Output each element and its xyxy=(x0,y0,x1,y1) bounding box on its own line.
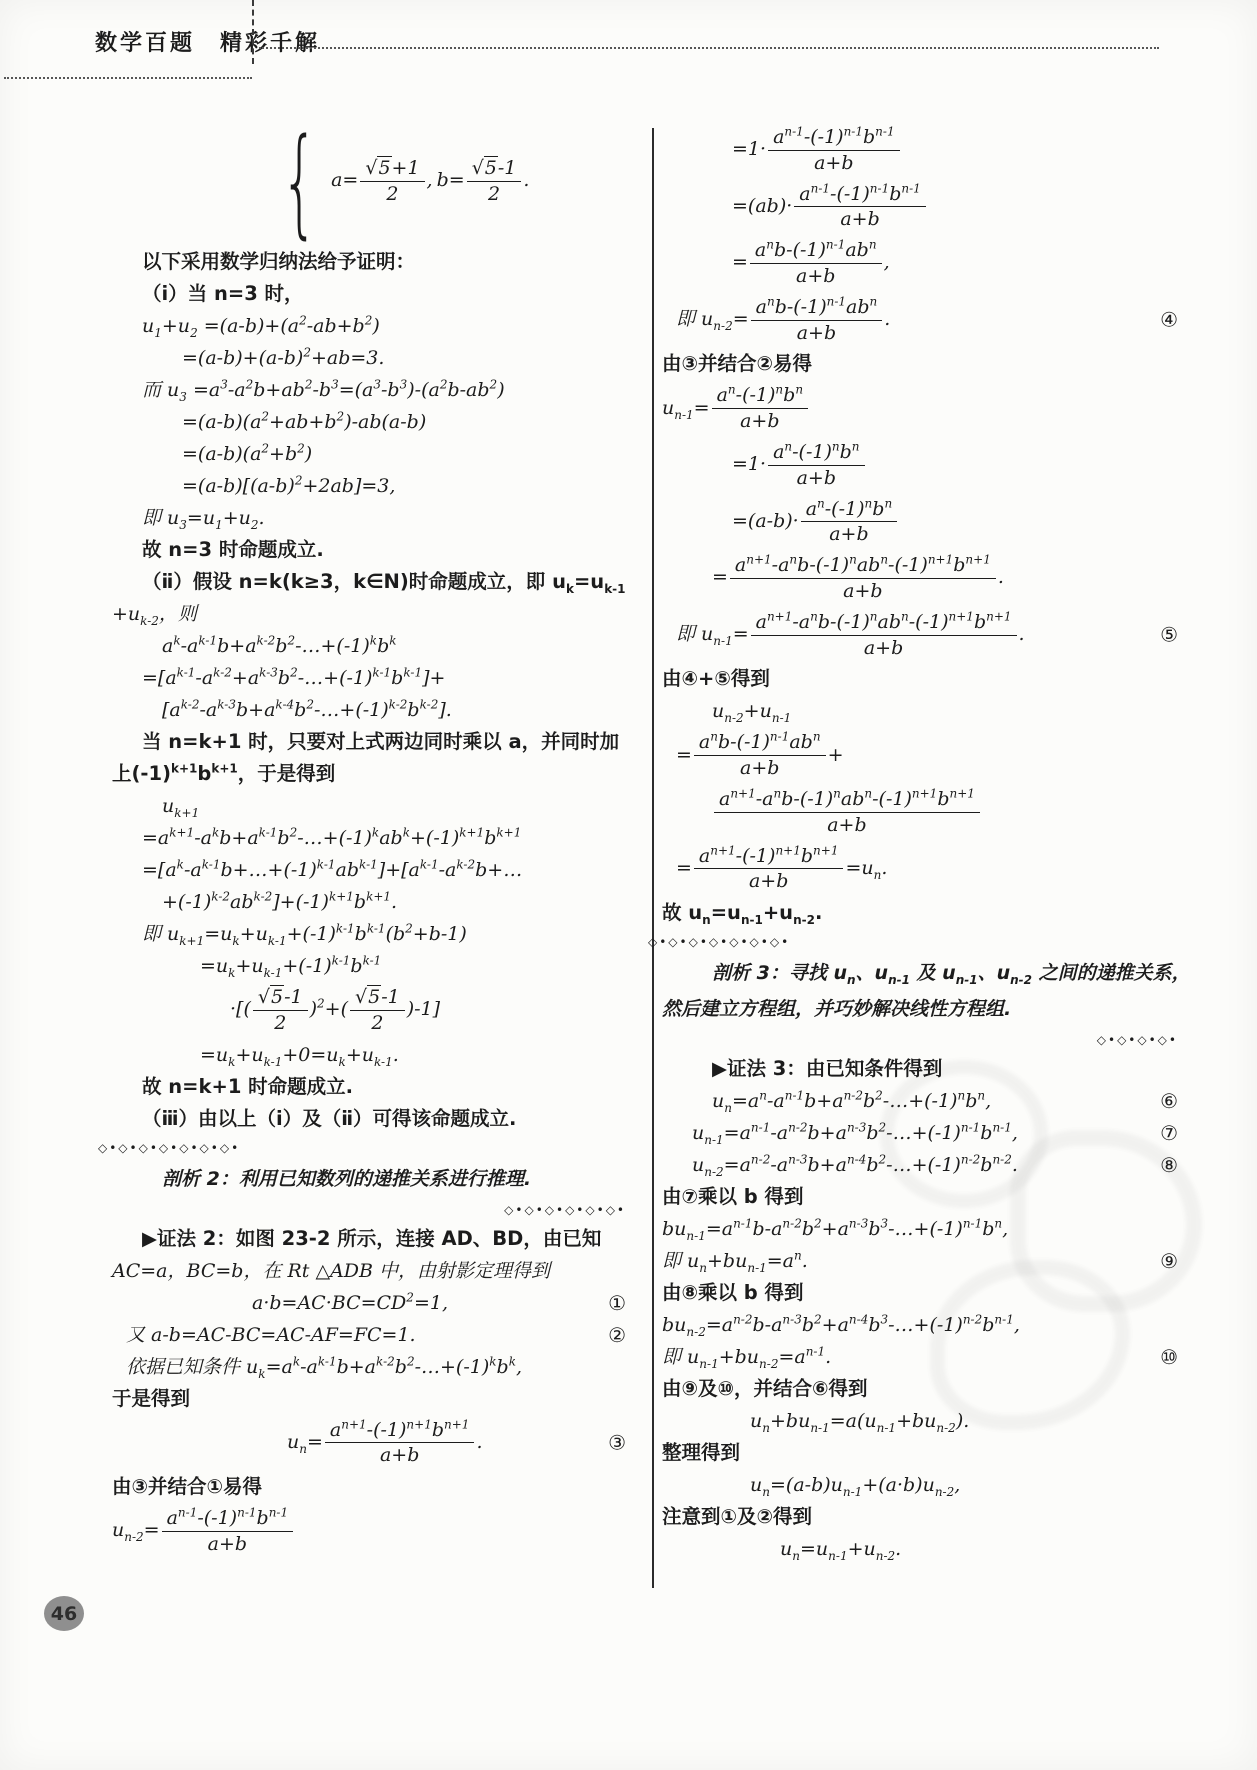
text-line xyxy=(662,897,1178,929)
line-content: 于是得到 xyxy=(112,1386,191,1410)
line-content: 由③并结合①易得 xyxy=(112,1475,263,1499)
line-content: （ⅱ）假设 n=k(k≥3，k∈N)时命题成立，即 $u_k=u_{k-1}$ xyxy=(142,570,626,596)
line-content: ·[( $\frac{√5-1}{2}$ )$^2$+( $\frac{√5-1}{2}$ )-1] xyxy=(230,986,441,1034)
analysis-line xyxy=(662,991,1178,1027)
line-content: =(a-b)· $a^n-(-1)^nb^n$ a+b xyxy=(732,510,899,532)
line-content: 即 $u_{n-1}+bu_{n-2}=a^{n-1}$. xyxy=(662,1344,832,1371)
math-line xyxy=(112,470,626,502)
line-content: $u_n=a^n-a^{n-1}b+a^{n-2}b^2-\dots+(-1)^nb^n$, xyxy=(712,1088,992,1115)
text-line xyxy=(112,758,626,790)
math-line: a= $\frac{√5+1}{2}$ , xyxy=(331,156,433,205)
line-content: 故 $u_n=u_{n-1}+u_{n-2}$. xyxy=(662,901,823,928)
header-vertical-dashed-rule xyxy=(252,0,254,64)
line-content: ◇•◇•◇•◇•◇•◇•◇• xyxy=(648,935,791,950)
line-content: ◇•◇•◇•◇• xyxy=(1096,1033,1178,1048)
line-content: $u_n+bu_{n-1}=a(u_{n-1}+bu_{n-2})$. xyxy=(750,1410,970,1435)
math-line xyxy=(112,886,626,918)
line-content: ▶证法 3：由已知条件得到 xyxy=(712,1057,943,1081)
line-content: 剖析 2：利用已知数列的递推关系进行推理. xyxy=(162,1167,532,1190)
math-line xyxy=(662,437,1178,494)
equation-number: ⑩ xyxy=(1160,1345,1178,1370)
math-line xyxy=(662,1405,1178,1437)
text-line xyxy=(112,534,626,566)
math-line xyxy=(662,494,1178,551)
line-content: $[a^{k-2}-a^{k-3}b+a^{k-4}b^2-\dots+(-1)^{k-2}b^{k-2}]$. xyxy=(162,697,452,721)
math-line xyxy=(112,694,626,726)
text-line xyxy=(112,1471,626,1503)
line-content: $=(a-b)[(a-b)^2+2ab]=3$, xyxy=(182,473,396,497)
math-line xyxy=(112,310,626,342)
line-content: 由⑨及⑩，并结合⑥得到 xyxy=(662,1377,868,1401)
analysis-line xyxy=(112,1161,626,1197)
line-content: 由④+⑤得到 xyxy=(662,667,770,691)
column-divider-rule xyxy=(652,128,654,1588)
math-line xyxy=(112,598,626,630)
math-line xyxy=(112,1287,626,1319)
math-line: b= $\frac{√5-1}{2}$ . xyxy=(436,156,530,205)
math-line xyxy=(112,1351,626,1383)
text-line xyxy=(662,1437,1178,1469)
line-content: $u_n=(a-b)u_{n-1}+(a\cdot b)u_{n-2}$, xyxy=(750,1474,961,1499)
text-line xyxy=(112,1383,626,1415)
equation-number: ⑦ xyxy=(1160,1121,1178,1146)
text-line xyxy=(662,348,1178,380)
line-content: $=[a^{k-1}-a^{k-2}+a^{k-3}b^2-\dots+(-1)^{k-1}b^{k-1}]+$ xyxy=(142,665,446,689)
line-content: ▶证法 2：如图 23-2 所示，连接 AD、BD，由已知 xyxy=(142,1226,602,1250)
line-content: 故 n=k+1 时命题成立. xyxy=(142,1074,354,1098)
page-header-title: 数学百题 精彩千解 xyxy=(95,31,321,56)
line-content: = $a^{n+1}-a^nb-(-1)^nab^n-(-1)^{n+1}b^{n+1}$ a+b . xyxy=(712,552,1004,602)
line-content: 而 $u_3 =a^3-a^2b+ab^2-b^3=(a^3-b^3)-(a^2b-ab^2)$ xyxy=(142,377,505,404)
line-content: =(ab)· $\frac{a^{n-1}-(-1)^{n-1}b^{n-1}}{a+b}$ xyxy=(732,195,928,217)
line-content: 剖析 3：寻找 $u_n$、$u_{n-1}$ 及 $u_{n-1}$、$u_{n-2}$ 之间的递推关系， xyxy=(712,962,1191,987)
line-content: （ⅰ）当 n=3 时， xyxy=(142,282,304,305)
line-content: $bu_{n-1}=a^{n-1}b-a^{n-2}b^2+a^{n-3}b^3-\dots+(-1)^{n-1}b^n$, xyxy=(662,1216,1009,1243)
line-content: AC=a，BC=b，在 Rt △ADB 中，由射影定理得到 xyxy=(112,1259,551,1282)
math-line xyxy=(662,841,1178,898)
math-line xyxy=(112,374,626,406)
math-line xyxy=(112,982,626,1039)
math-line xyxy=(662,727,1178,784)
line-content: = $\frac{a^{n+1}-(-1)^{n+1}b^{n+1}}{a+b}$ $=u_n$. xyxy=(676,843,888,893)
line-content: $u_1+u_2 =(a-b)+(a^2-ab+b^2)$ xyxy=(142,313,380,340)
line-content: $=(a-b)+(a-b)^2+ab=3$. xyxy=(182,345,385,369)
line-content: 由③并结合②易得 xyxy=(662,352,813,376)
analysis-line xyxy=(662,955,1191,991)
line-content: 即 $u_{n-1}=$ $a^{n+1}-a^nb-(-1)^nab^n-(-1)^{n+1}b^{n+1}$ a+b . xyxy=(676,609,1025,659)
line-content: $bu_{n-2}=a^{n-2}b-a^{n-3}b^2+a^{n-4}b^3-\dots+(-1)^{n-2}b^{n-1}$, xyxy=(662,1312,1020,1339)
math-line xyxy=(112,918,626,950)
line-content: $u_{k+1}$ xyxy=(162,795,200,820)
math-line xyxy=(662,292,1178,349)
math-line xyxy=(662,550,1178,607)
header-dotted-rule-left xyxy=(4,77,252,79)
math-line xyxy=(112,1319,626,1351)
line-content: $=[a^k-a^{k-1}b+\dots+(-1)^{k-1}ab^{k-1}]+[a^{k-1}-a^{k-2}b+\dots$ xyxy=(142,857,523,881)
line-content: $a^{n+1}-a^nb-(-1)^nab^n-(-1)^{n+1}b^{n+1}$ a+b xyxy=(712,800,982,822)
equation-number: ③ xyxy=(608,1430,626,1455)
line-content: 即 $u_n+bu_{n-1}=a^n$. xyxy=(662,1248,808,1275)
line-content: $a\cdot b=AC\cdot BC=CD^2=1$, xyxy=(252,1290,448,1314)
line-content: 即 $u_{k+1}=u_k+u_{k-1}+(-1)^{k-1}b^{k-1}(b^2+b-1)$ xyxy=(142,921,467,948)
line-content: $u_{n-2}=a^{n-2}-a^{n-3}b+a^{n-4}b^2-\dots+(-1)^{n-2}b^{n-2}$. xyxy=(692,1152,1018,1179)
text-line xyxy=(112,1103,626,1135)
left-column xyxy=(98,112,626,1560)
math-line xyxy=(112,1255,626,1287)
line-content: $=(a-b)(a^2+ab+b^2)-ab(a-b)$ xyxy=(182,409,427,433)
math-line xyxy=(662,235,1178,292)
section-divider xyxy=(662,1027,1178,1053)
math-line xyxy=(112,1503,626,1560)
page-number-badge xyxy=(44,1596,84,1631)
math-line xyxy=(112,854,626,886)
line-content: $=a^{k+1}-a^kb+a^{k-1}b^2-\dots+(-1)^kab^k+(-1)^{k+1}b^{k+1}$ xyxy=(142,825,522,849)
line-content: $u_{n-2}+u_{n-1}$ xyxy=(712,700,792,726)
line-content: $u_{n-2}=$ $\frac{a^{n-1}-(-1)^{n-1}b^{n-1}}{a+b}$ xyxy=(112,1519,295,1541)
math-line xyxy=(662,1469,1178,1501)
line-content: ◇•◇•◇•◇•◇•◇•◇• xyxy=(98,1140,241,1155)
math-line xyxy=(112,342,626,374)
system-brace: { xyxy=(280,112,319,250)
line-content: =1· $\frac{a^{n-1}-(-1)^{n-1}b^{n-1}}{a+b}$ xyxy=(732,138,902,160)
line-content: （ⅲ）由以上（ⅰ）及（ⅱ）可得该命题成立. xyxy=(142,1106,517,1130)
section-divider xyxy=(112,1197,626,1223)
line-content: 由⑧乘以 b 得到 xyxy=(662,1281,804,1305)
section-divider xyxy=(648,929,1178,955)
math-line xyxy=(112,1039,626,1071)
math-line xyxy=(662,607,1178,664)
math-line xyxy=(112,438,626,470)
equation-number: ① xyxy=(608,1290,626,1315)
text-line xyxy=(112,1223,626,1255)
math-line xyxy=(662,695,1178,727)
line-content: 上$(-1)^{k+1}b^{k+1}$，于是得到 xyxy=(112,761,336,785)
line-content: 由⑦乘以 b 得到 xyxy=(662,1185,804,1209)
line-content: $=(a-b)(a^2+b^2)$ xyxy=(182,441,313,465)
math-line xyxy=(662,380,1178,437)
line-content: =1· $a^n-(-1)^nb^n$ a+b xyxy=(732,453,867,475)
header-dotted-rule-right xyxy=(259,47,1159,49)
system-equations xyxy=(331,157,529,206)
equation-system xyxy=(262,112,626,250)
line-content: 然后建立方程组，并巧妙解决线性方程组. xyxy=(662,998,1012,1021)
line-content: $u_n=u_{n-1}+u_{n-2}$. xyxy=(780,1538,902,1563)
text-line xyxy=(112,726,626,758)
math-line xyxy=(112,822,626,854)
equation-number: ⑨ xyxy=(1160,1249,1178,1274)
line-content: 注意到①及②得到 xyxy=(662,1505,813,1529)
line-content: $+u_{k-2}$，则 xyxy=(112,603,197,628)
math-line xyxy=(112,406,626,438)
math-line xyxy=(662,122,1178,179)
line-content: 又 a-b=AC-BC=AC-AF=FC=1. xyxy=(126,1323,416,1346)
line-content: $u_{n-1}=$ $a^n-(-1)^nb^n$ a+b xyxy=(662,397,810,419)
line-content: 依据已知条件 $u_k=a^k-a^{k-1}b+a^{k-2}b^2-\dots+(-1)^kb^k$, xyxy=(126,1354,523,1381)
math-line xyxy=(112,1415,626,1472)
line-content: 即 $u_3=u_1+u_2$. xyxy=(142,507,265,532)
line-content: $=u_k+u_{k-1}+(-1)^{k-1}b^{k-1}$ xyxy=(200,953,382,980)
line-content: 当 n=k+1 时，只要对上式两边同时乘以 a，并同时加 xyxy=(142,730,620,753)
line-content: $=u_k+u_{k-1}+0=u_k+u_{k-1}$. xyxy=(200,1043,399,1069)
math-line xyxy=(112,502,626,534)
text-line xyxy=(662,1501,1178,1533)
section-divider xyxy=(98,1135,626,1161)
line-content: 整理得到 xyxy=(662,1441,741,1465)
line-content: 故 n=3 时命题成立. xyxy=(142,538,324,561)
text-line xyxy=(112,566,626,598)
text-line xyxy=(112,1071,626,1103)
line-content: 以下采用数学归纳法给予证明： xyxy=(142,250,416,273)
math-line xyxy=(662,179,1178,236)
text-line xyxy=(112,278,626,310)
line-content: = $a^nb-(-1)^{n-1}ab^n$ a+b , xyxy=(732,237,890,287)
line-content: = $a^nb-(-1)^{n-1}ab^n$ a+b + xyxy=(676,730,844,780)
line-content: $u_{n-1}=a^{n-1}-a^{n-2}b+a^{n-3}b^2-\dots+(-1)^{n-1}b^{n-1}$, xyxy=(692,1120,1018,1147)
equation-number: ⑧ xyxy=(1160,1153,1178,1178)
math-line xyxy=(662,1533,1178,1565)
line-content: $a^k-a^{k-1}b+a^{k-2}b^2-\dots+(-1)^kb^k$ xyxy=(162,633,397,657)
text-line xyxy=(662,663,1178,695)
equation-number: ⑤ xyxy=(1160,622,1178,647)
page-number: 46 xyxy=(50,1602,78,1625)
equation-number: ④ xyxy=(1160,307,1178,332)
equation-number: ⑥ xyxy=(1160,1089,1178,1114)
line-content: $u_n=$ $\frac{a^{n+1}-(-1)^{n+1}b^{n+1}}{a+b}$ . xyxy=(287,1417,483,1467)
math-line xyxy=(112,662,626,694)
math-line xyxy=(112,790,626,822)
math-line xyxy=(112,950,626,982)
text-line xyxy=(112,246,626,278)
line-content: 即 $u_{n-2}=$ $a^nb-(-1)^{n-1}ab^n$ a+b . xyxy=(676,294,891,344)
equation-number: ② xyxy=(608,1322,626,1347)
math-line xyxy=(662,784,1178,841)
line-content: ◇•◇•◇•◇•◇•◇• xyxy=(504,1202,626,1217)
math-line xyxy=(112,630,626,662)
line-content: $+(-1)^{k-2}ab^{k-2}]+(-1)^{k+1}b^{k+1}$. xyxy=(162,889,398,913)
